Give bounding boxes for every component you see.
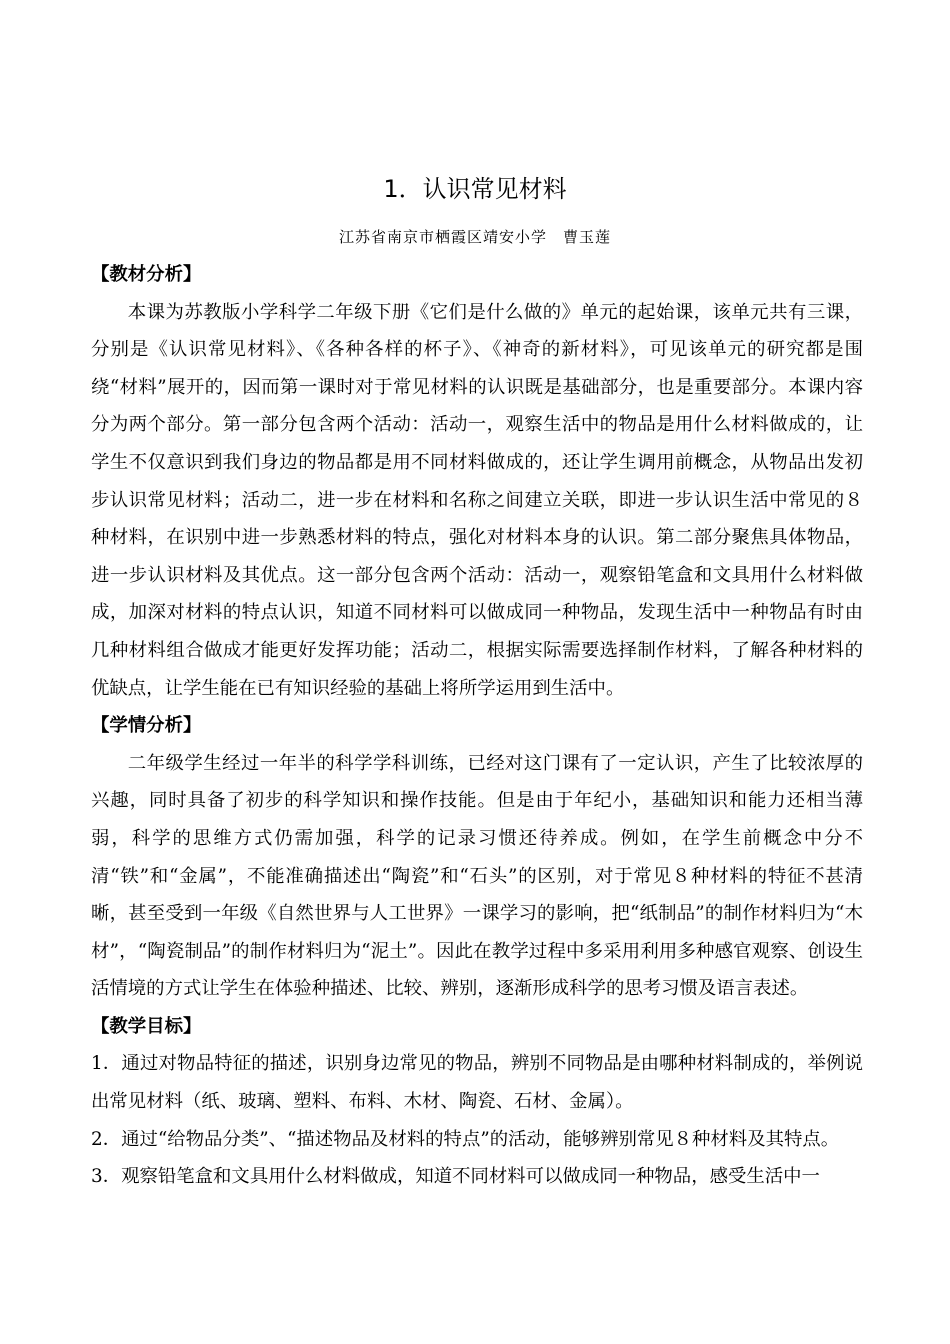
page-title: 1．认识常见材料: [383, 175, 567, 203]
paragraph-textbook-analysis: 本课为苏教版小学科学二年级下册《它们是什么做的》单元的起始课，该单元共有三课，分别是《认识常见材料》、《各种各样的杯子》、《神奇的新材料》，可见该单元的研究都是围绕“材料”展开的，因而第一课时对于常见材料的认识既是基础部分，也是重要部分。本课内容分为两个部分。第一部分包含两个活动：活动一，观察生活中的物品是用什么材料做成的，让学生不仅意识到我们身边的物品都是用不同材料做成的，还让学生调用前概念，从物品出发初步认识常见材料；活动二，进一步在材料和名称之间建立关联，即进一步认识生活中常见的８种材料，在识别中进一步熟悉材料的特点，强化对材料本身的认识。第二部分聚焦具体物品，进一步认识材料及其优点。这一部分包含两个活动：活动一，观察铅笔盒和文具用什么材料做成，加深对材料的特点认识，知道不同材料可以做成同一种物品，发现生活中一种物品有时由几种材料组合做成才能更好发挥功能；活动二，根据实际需要选择制作材料，了解各种材料的优缺点，让学生能在已有知识经验的基础上将所学运用到生活中。: [91, 301, 863, 699]
section-heading-textbook-analysis: 【教材分析】: [91, 264, 202, 285]
goal-item-3: 3．观察铅笔盒和文具用什么材料做成，知道不同材料可以做成同一种物品，感受生活中一: [91, 1166, 820, 1188]
goal-item-1: 1．通过对物品特征的描述，识别身边常见的物品，辨别不同物品是由哪种材料制成的，举例说出常见材料（纸、玻璃、塑料、布料、木材、陶瓷、石材、金属）。: [91, 1053, 863, 1113]
document-body: [91, 256, 863, 1196]
author-line: 江苏省南京市栖霞区靖安小学 曹玉莲: [338, 228, 611, 246]
section-heading-teaching-goals: 【教学目标】: [91, 1015, 202, 1037]
paragraph-student-analysis: 二年级学生经过一年半的科学学科训练，已经对这门课有了一定认识，产生了比较浓厚的兴趣，同时具备了初步的科学知识和操作技能。但是由于年纪小，基础知识和能力还相当薄弱，科学的思维方式仍需加强，科学的记录习惯还待养成。例如，在学生前概念中分不清“铁”和“金属”，不能准确描述出“陶瓷”和“石头”的区别，对于常见８种材料的特征不甚清晰，甚至受到一年级《自然世界与人工世界》一课学习的影响，把“纸制品”的制作材料归为“木材”，“陶瓷制品”的制作材料归为“泥土”。因此在教学过程中多采用利用多种感官观察、创设生活情境的方式让学生在体验种描述、比较、辨别，逐渐形成科学的思考习惯及语言表述。: [91, 752, 863, 1000]
goal-item-2: 2．通过“给物品分类”、“描述物品及材料的特点”的活动，能够辨别常见８种材料及其特点。: [91, 1128, 840, 1150]
section-heading-student-analysis: 【学情分析】: [91, 715, 202, 737]
